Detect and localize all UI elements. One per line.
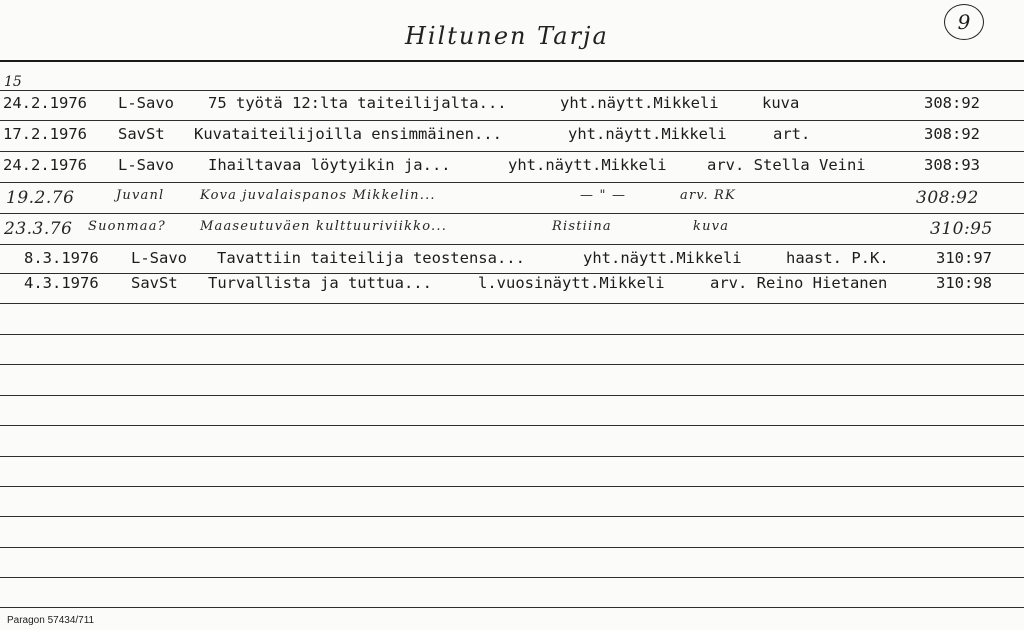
entry-note: kuva xyxy=(693,219,730,234)
card-number: 9 xyxy=(957,10,971,34)
entry-date: 24.2.1976 xyxy=(3,156,87,174)
rule-line xyxy=(0,303,1024,304)
entry-exhibition: yht.näytt.Mikkeli xyxy=(508,156,667,174)
rule-line xyxy=(0,516,1024,517)
entry-note: haast. P.K. xyxy=(786,249,889,267)
rule-line xyxy=(0,547,1024,548)
entry-source: L-Savo xyxy=(118,94,174,112)
entry-exhibition: l.vuosinäytt.Mikkeli xyxy=(478,274,665,292)
rule-line xyxy=(0,577,1024,578)
entry-title: 75 työtä 12:lta taiteilijalta... xyxy=(208,94,507,112)
card-footer-print: Paragon 57434/711 xyxy=(7,615,95,626)
rule-line xyxy=(0,425,1024,426)
entry-date: 8.3.1976 xyxy=(24,249,99,267)
entry-date: 4.3.1976 xyxy=(24,274,99,292)
rule-line xyxy=(0,182,1024,183)
entry-row xyxy=(0,274,1024,300)
entry-exhibition: yht.näytt.Mikkeli xyxy=(568,125,727,143)
entry-source: L-Savo xyxy=(131,249,187,267)
entry-exhibition: Ristiina xyxy=(552,219,612,234)
entry-title: Tavattiin taiteilija teostensa... xyxy=(217,249,525,267)
entry-date: 24.2.1976 xyxy=(3,94,87,112)
entry-note: arv. Reino Hietanen xyxy=(710,274,888,292)
entry-source: Juvanl xyxy=(116,188,165,203)
card-number-circle xyxy=(944,4,984,40)
entry-reference: 310:95 xyxy=(930,219,993,239)
entry-source: SavSt xyxy=(118,125,165,143)
rule-line xyxy=(0,486,1024,487)
rule-line xyxy=(0,395,1024,396)
entry-title: Kova juvalaispanos Mikkelin... xyxy=(200,188,436,203)
entry-reference: 308:92 xyxy=(924,125,980,143)
entry-row xyxy=(0,125,1024,151)
entry-reference: 308:93 xyxy=(924,156,980,174)
entry-reference: 308:92 xyxy=(924,94,980,112)
rule-line xyxy=(0,120,1024,121)
header-name: Hiltunen Tarja xyxy=(405,22,609,50)
rule-line xyxy=(0,607,1024,608)
entry-note: kuva xyxy=(762,94,800,112)
entry-date: 23.3.76 xyxy=(4,219,73,239)
entry-reference: 308:92 xyxy=(916,188,979,208)
entry-row xyxy=(0,94,1024,120)
entry-note: arv. RK xyxy=(680,188,736,203)
entry-source: SavSt xyxy=(131,274,178,292)
entry-title: Turvallista ja tuttua... xyxy=(208,274,432,292)
date-correction-note: 15 xyxy=(4,74,22,90)
header-divider xyxy=(0,60,1024,62)
rule-line xyxy=(0,151,1024,152)
rule-line xyxy=(0,364,1024,365)
rule-line xyxy=(0,334,1024,335)
entry-row-handwritten xyxy=(0,188,1024,214)
entry-title: Kuvataiteilijoilla ensimmäinen... xyxy=(194,125,502,143)
entry-source: Suonmaa? xyxy=(88,219,166,234)
entry-reference: 310:98 xyxy=(936,274,992,292)
entry-source: L-Savo xyxy=(118,156,174,174)
entry-date: 19.2.76 xyxy=(6,188,75,208)
entry-note: arv. Stella Veini xyxy=(707,156,866,174)
entry-row-handwritten xyxy=(0,219,1024,245)
entry-title: Maaseutuväen kulttuuriviikko... xyxy=(200,219,448,234)
entry-reference: 310:97 xyxy=(936,249,992,267)
rule-line xyxy=(0,456,1024,457)
entry-date: 17.2.1976 xyxy=(3,125,87,143)
entry-note: art. xyxy=(773,125,811,143)
entry-exhibition: — " — xyxy=(580,188,627,203)
entry-row xyxy=(0,249,1024,275)
entry-exhibition: yht.näytt.Mikkeli xyxy=(583,249,742,267)
entry-row xyxy=(0,156,1024,182)
entry-exhibition: yht.näytt.Mikkeli xyxy=(560,94,719,112)
entry-title: Ihailtavaa löytyikin ja... xyxy=(208,156,451,174)
rule-line xyxy=(0,90,1024,91)
